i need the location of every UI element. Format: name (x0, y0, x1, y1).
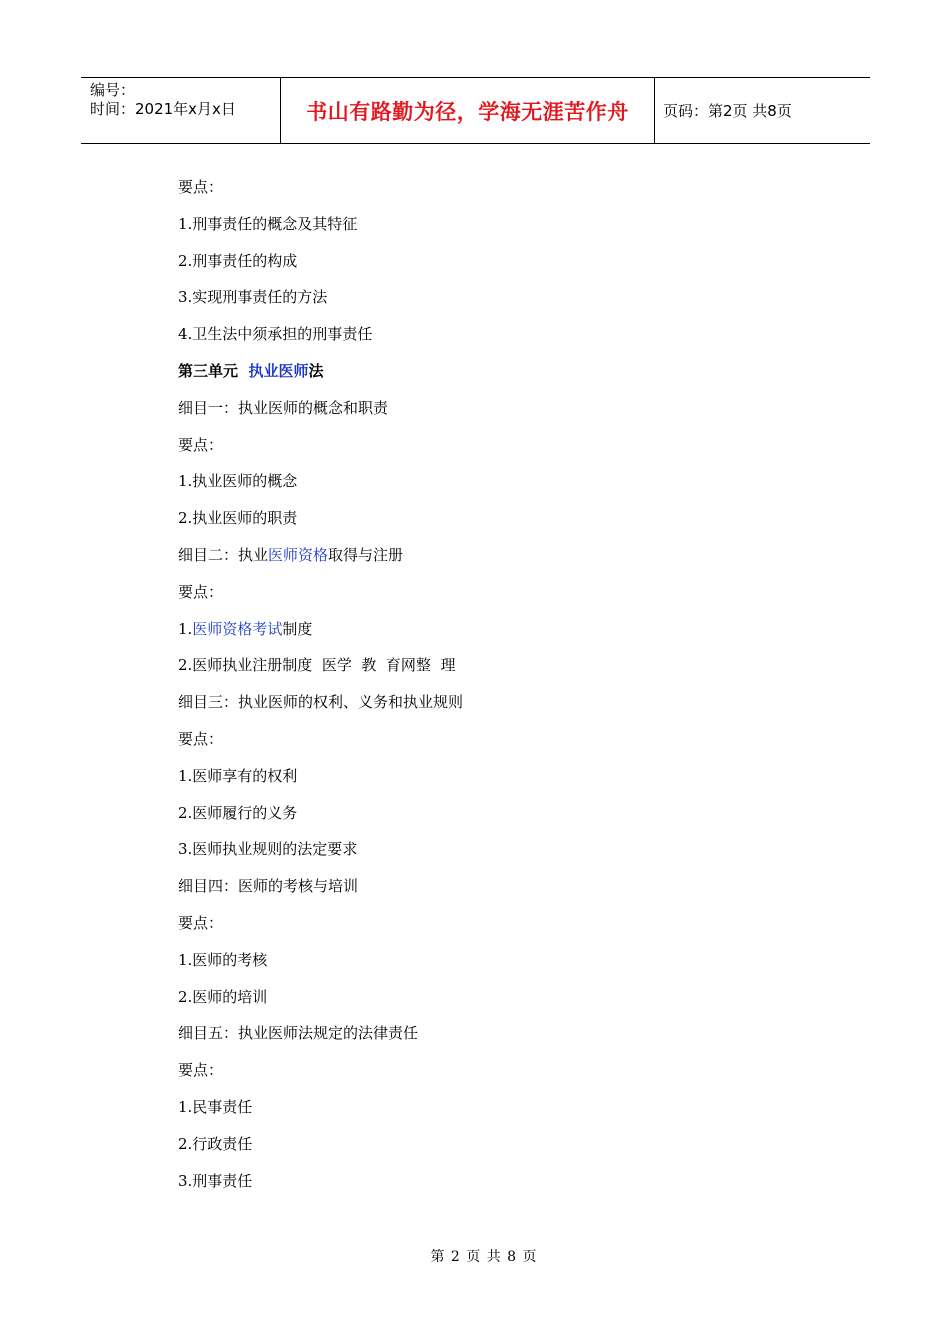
header-motto: 书山有路勤为径，学海无涯苦作舟 (306, 99, 629, 124)
header-motto-cell (281, 78, 655, 143)
body-line: 1.刑事责任的概念及其特征 (178, 214, 358, 233)
body-line: 要点： (178, 435, 224, 454)
document-number-label: 编号： (90, 81, 136, 99)
page-footer (0, 1246, 950, 1266)
body-line: 要点： (178, 178, 224, 196)
body-line: 细目三：执业医师的权利、义务和执业规则 (178, 693, 464, 712)
body-line: 1.医师享有的权利 (178, 766, 298, 785)
body-line: 2.刑事责任的构成 (178, 251, 298, 270)
line-text-suffix: 法 (308, 361, 324, 380)
body-line: 2.执业医师的职责 (178, 509, 298, 528)
document-body (178, 175, 868, 1205)
body-line: 3.实现刑事责任的方法 (178, 288, 328, 307)
body-line: 1.医师的考核 (178, 950, 268, 969)
body-line: 要点： (178, 1061, 224, 1080)
body-line: 要点： (178, 582, 224, 601)
footer-page-number: 第 2 页 共 8 页 (430, 1249, 538, 1265)
line-text-prefix: 1. (178, 619, 193, 638)
header-page-info: 页码：第2页 共8页 (663, 102, 792, 120)
body-line: 3.医师执业规则的法定要求 (178, 840, 358, 859)
line-text-prefix: 第三单元 (178, 361, 249, 380)
document-date-label: 时间：2021年x月x日 (90, 100, 236, 118)
header-meta-cell (81, 78, 281, 143)
body-line: 4.卫生法中须承担的刑事责任 (178, 325, 373, 344)
body-line: 2.医师执业注册制度 医学 教 育网整 理 (178, 656, 456, 675)
body-line: 要点： (178, 913, 224, 932)
body-line: 1.民事责任 (178, 1097, 253, 1116)
body-line: 1.执业医师的概念 (178, 472, 298, 491)
body-line: 2.医师的培训 (178, 987, 268, 1006)
body-line: 细目五：执业医师法规定的法律责任 (178, 1024, 419, 1043)
body-line: 2.行政责任 (178, 1134, 253, 1153)
inline-link[interactable]: 医师资格考试 (192, 619, 283, 638)
body-line (178, 543, 868, 580)
body-line: 细目四：医师的考核与培训 (178, 877, 359, 896)
body-line: 细目一：执业医师的概念和职责 (178, 398, 389, 417)
section-heading (178, 359, 868, 396)
body-line: 要点： (178, 729, 224, 748)
body-line: 2.医师履行的义务 (178, 803, 298, 822)
inline-link[interactable]: 医师资格 (268, 545, 329, 564)
line-text-suffix: 取得与注册 (328, 545, 404, 564)
body-line: 3.刑事责任 (178, 1171, 253, 1190)
header-page-cell (655, 78, 870, 143)
page-header (81, 77, 870, 144)
line-text-prefix: 细目二：执业 (178, 545, 269, 564)
line-text-suffix: 制度 (282, 619, 313, 638)
inline-link[interactable]: 执业医师 (248, 361, 309, 380)
body-line (178, 617, 868, 654)
